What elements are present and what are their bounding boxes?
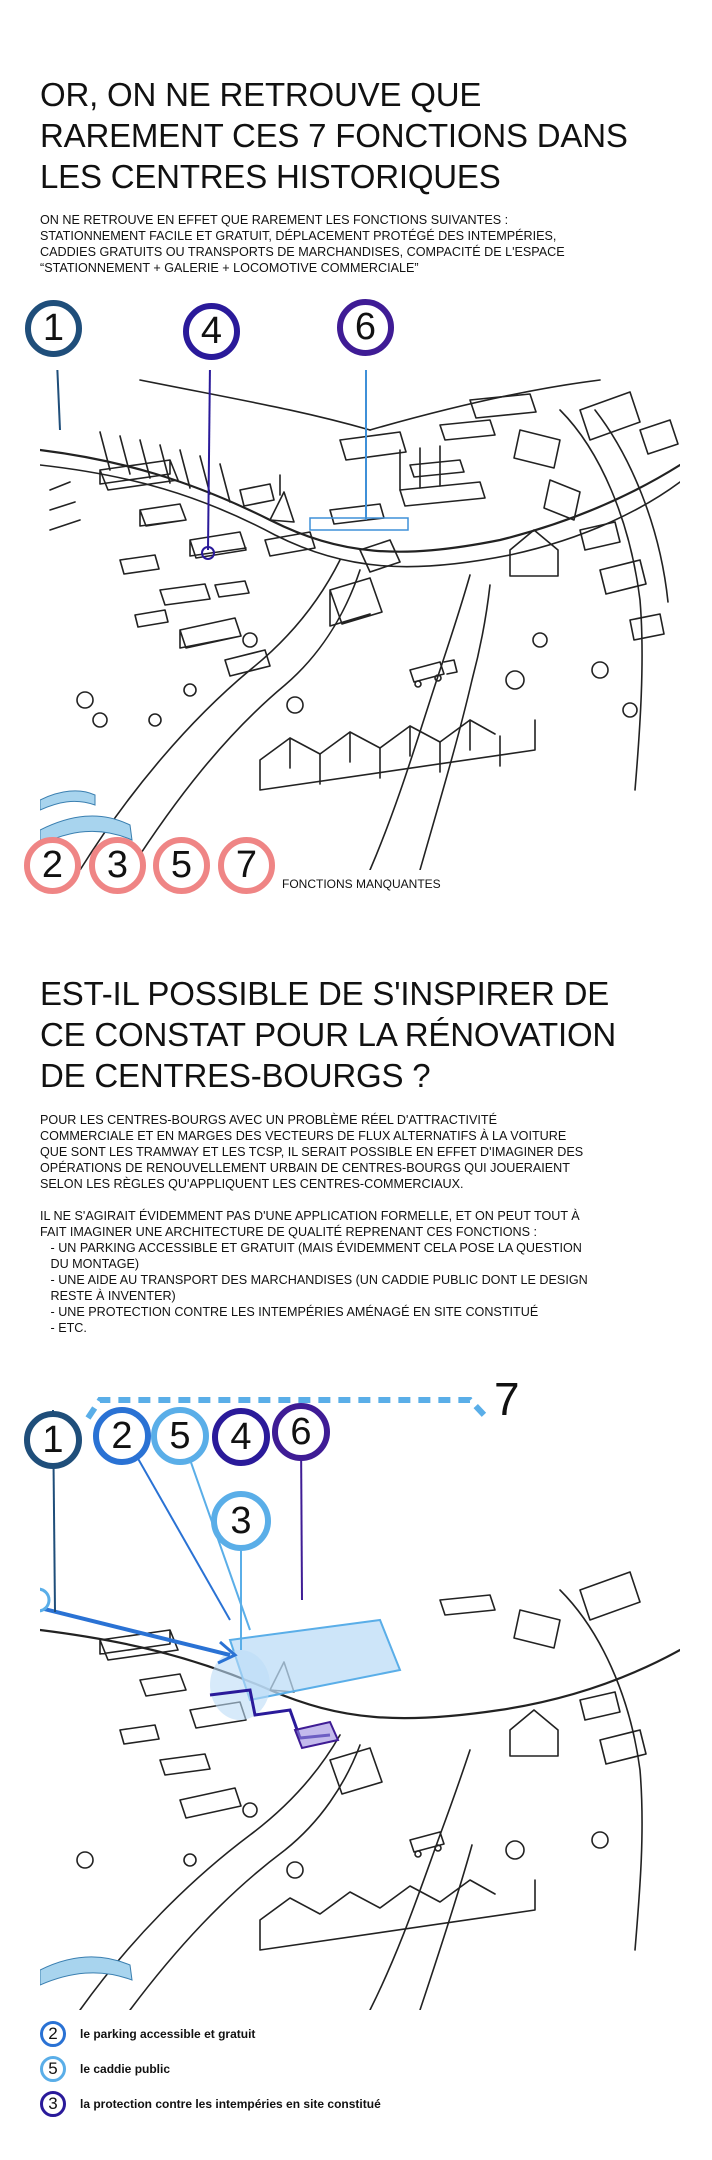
body-line: - ETC.: [40, 1321, 87, 1335]
function-number: 6: [290, 1410, 312, 1453]
body-line: FAIT IMAGINER UNE ARCHITECTURE DE QUALITÉ REPRENANT CES FONCTIONS :: [40, 1225, 538, 1239]
missing-function-2-circle: [24, 837, 81, 894]
function-2-circle: [93, 1407, 151, 1465]
body-line: OPÉRATIONS DE RENOUVELLEMENT URBAIN DE CENTRES-BOURGS QUI JOUERAIENT: [40, 1161, 570, 1175]
section1-intro: [40, 212, 690, 276]
function-1-circle: [25, 300, 82, 357]
function-number: 2: [41, 844, 64, 886]
section2-title-line: EST-IL POSSIBLE DE S'INSPIRER DE: [40, 975, 610, 1012]
function-5-circle: [151, 1407, 209, 1465]
section1-title: [40, 74, 690, 197]
section2-body: [40, 1112, 690, 1336]
legend-number: 5: [40, 2056, 66, 2082]
town-sketch-1: [40, 370, 680, 870]
intro-line: ON NE RETROUVE EN EFFET QUE RAREMENT LES FONCTIONS SUIVANTES :: [40, 213, 509, 227]
legend-label: la protection contre les intempéries en site constitué: [80, 2097, 381, 2111]
function-number: 2: [111, 1414, 133, 1457]
function-number: 5: [170, 844, 193, 886]
function-number: 1: [42, 1418, 64, 1461]
function-3-circle: [211, 1491, 271, 1551]
body-line: DU MONTAGE): [40, 1257, 140, 1271]
function-number: 3: [230, 1499, 252, 1542]
legend-item: [40, 2055, 170, 2083]
function-7-label: 7: [494, 1373, 520, 1425]
body-line: COMMERCIALE ET EN MARGES DES VECTEURS DE FLUX ALTERNATIFS À LA VOITURE: [40, 1129, 567, 1143]
function-number: 5: [169, 1414, 191, 1457]
function-number: 1: [42, 307, 65, 349]
body-line: - UN PARKING ACCESSIBLE ET GRATUIT (MAIS ÉVIDEMMENT CELA POSE LA QUESTION: [40, 1241, 582, 1255]
legend-number: 2: [40, 2021, 66, 2047]
function-number: 6: [354, 306, 377, 348]
missing-function-7-circle: [218, 837, 275, 894]
legend-label: le parking accessible et gratuit: [80, 2027, 256, 2041]
missing-function-5-circle: [153, 837, 210, 894]
missing-functions-label: FONCTIONS MANQUANTES: [282, 877, 441, 891]
function-6-circle: [272, 1403, 330, 1461]
function-4-circle: [183, 303, 240, 360]
body-line: - UNE AIDE AU TRANSPORT DES MARCHANDISES (UN CADDIE PUBLIC DONT LE DESIGN: [40, 1273, 588, 1287]
function-number: 3: [106, 844, 129, 886]
body-line: - UNE PROTECTION CONTRE LES INTEMPÉRIES AMÉNAGÉ EN SITE CONSTITUÉ: [40, 1305, 539, 1319]
legend-label: le caddie public: [80, 2062, 171, 2076]
legend-number: 3: [40, 2091, 66, 2117]
intro-line: CADDIES GRATUITS OU TRANSPORTS DE MARCHANDISES, COMPACITÉ DE L'ESPACE: [40, 245, 565, 259]
body-line: [40, 1192, 690, 1208]
body-line: IL NE S'AGIRAIT ÉVIDEMMENT PAS D'UNE APPLICATION FORMELLE, ET ON PEUT TOUT À: [40, 1209, 580, 1223]
body-line: POUR LES CENTRES-BOURGS AVEC UN PROBLÈME RÉEL D'ATTRACTIVITÉ: [40, 1113, 498, 1127]
function-1-circle: [24, 1411, 82, 1469]
section2-title: [40, 973, 690, 1096]
legend-item: [40, 2090, 381, 2118]
function-number: 4: [230, 1415, 252, 1458]
legend-item: [40, 2020, 255, 2048]
section2-title-line: CE CONSTAT POUR LA RÉNOVATION: [40, 1016, 617, 1053]
intro-line: “STATIONNEMENT + GALERIE + LOCOMOTIVE COMMERCIALE”: [40, 261, 419, 275]
body-line: SELON LES RÈGLES QU'APPLIQUENT LES CENTRES-COMMERCIAUX.: [40, 1177, 464, 1191]
intro-line: STATIONNEMENT FACILE ET GRATUIT, DÉPLACEMENT PROTÉGÉ DES INTEMPÉRIES,: [40, 229, 557, 243]
section1-title-line: RAREMENT CES 7 FONCTIONS DANS: [40, 117, 628, 154]
function-number: 7: [235, 844, 258, 886]
body-line: RESTE À INVENTER): [40, 1289, 176, 1303]
section2-title-line: DE CENTRES-BOURGS ?: [40, 1057, 431, 1094]
body-line: QUE SONT LES TRAMWAY ET LES TCSP, IL SERAIT POSSIBLE EN EFFET D'IMAGINER DES: [40, 1145, 584, 1159]
function-4-circle: [212, 1408, 270, 1466]
section1-title-line: LES CENTRES HISTORIQUES: [40, 158, 501, 195]
function-number: 4: [200, 310, 223, 352]
section1-title-line: OR, ON NE RETROUVE QUE: [40, 76, 482, 113]
missing-function-3-circle: [89, 837, 146, 894]
function-6-circle: [337, 299, 394, 356]
